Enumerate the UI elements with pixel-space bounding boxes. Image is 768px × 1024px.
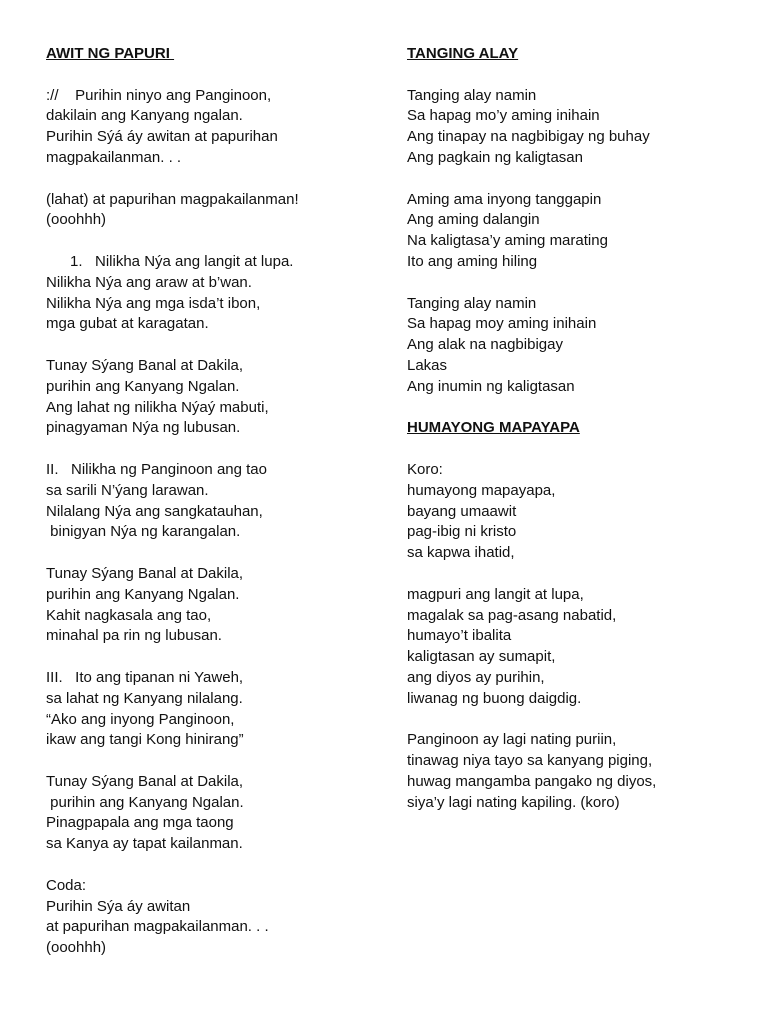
lyric-line: bayang umaawit (407, 502, 517, 520)
stanza (407, 190, 737, 273)
lyric-line: siya’y lagi nating kapiling. (koro) (407, 793, 620, 811)
stanza (46, 460, 376, 543)
right-column (407, 44, 737, 813)
stanza (407, 294, 737, 398)
lyric-line: Ito ang aming hiling (407, 252, 538, 270)
lyric-line: Kahit nagkasala ang tao, (46, 606, 212, 624)
song-title-humayong-mapayapa: HUMAYONG MAPAYAPA (407, 419, 580, 437)
lyric-line: Koro: (407, 460, 443, 478)
lyric-line: II. Nilikha ng Panginoon ang tao (46, 460, 267, 478)
lyric-line: Tunay Sýang Banal at Dakila, (46, 772, 244, 790)
stanza (46, 190, 376, 232)
lyric-line: sa sarili N’ýang larawan. (46, 481, 209, 499)
lyric-line: Aming ama inyong tanggapin (407, 190, 602, 208)
lyric-line: Ang tinapay na nagbibigay ng buhay (407, 128, 650, 146)
lyric-line: pag-ibig ni kristo (407, 523, 517, 541)
lyric-line: huwag mangamba pangako ng diyos, (407, 772, 657, 790)
stanza (46, 564, 376, 647)
lyric-line: dakilain ang Kanyang ngalan. (46, 107, 243, 125)
lyric-line: Ang aming dalangin (407, 211, 540, 229)
lyric-line: ang diyos ay purihin, (407, 668, 545, 686)
lyric-line: binigyan Nýa ng karangalan. (46, 523, 241, 541)
lyric-line: 1. Nilikha Nýa ang langit at lupa. (70, 252, 294, 270)
lyric-line: (ooohhh) (46, 939, 107, 957)
lyric-line: humayong mapayapa, (407, 481, 556, 499)
lyric-line: Sa hapag moy aming inihain (407, 315, 597, 333)
lyric-line: magpuri ang langit at lupa, (407, 585, 584, 603)
stanza-coda (46, 876, 376, 959)
lyric-line: Nilikha Nýa ang araw at b’wan. (46, 273, 252, 291)
stanza (407, 86, 737, 169)
lyric-line: sa Kanya ay tapat kailanman. (46, 835, 243, 853)
stanza (407, 585, 737, 710)
stanza (407, 460, 737, 564)
lyric-line: Lakas (407, 356, 448, 374)
lyric-line: Nilikha Nýa ang mga isda’t ibon, (46, 294, 261, 312)
lyric-line: Purihin Sýa áy awitan (46, 897, 191, 915)
lyric-line: III. Ito ang tipanan ni Yaweh, (46, 668, 244, 686)
stanza (46, 86, 376, 169)
lyric-line: kaligtasan ay sumapit, (407, 648, 556, 666)
lyric-line: Na kaligtasa’y aming marating (407, 232, 608, 250)
lyric-line: Panginoon ay lagi nating puriin, (407, 731, 617, 749)
lyric-line: pinagyaman Nýa ng lubusan. (46, 419, 241, 437)
stanza (46, 772, 376, 855)
lyric-line: Tunay Sýang Banal at Dakila, (46, 564, 244, 582)
lyric-line: purihin ang Kanyang Ngalan. (46, 585, 240, 603)
lyric-line: “Ako ang inyong Panginoon, (46, 710, 235, 728)
stanza (46, 252, 376, 335)
lyric-line: (lahat) at papurihan magpakailanman! (46, 190, 299, 208)
stanza (407, 730, 737, 813)
stanza (46, 356, 376, 439)
lyric-line: mga gubat at karagatan. (46, 315, 209, 333)
lyric-line: :// Purihin ninyo ang Panginoon, (46, 86, 272, 104)
lyric-line: (ooohhh) (46, 211, 107, 229)
lyric-line: humayo’t ibalita (407, 627, 512, 645)
lyric-line: magalak sa pag-asang nabatid, (407, 606, 617, 624)
lyric-line: sa kapwa ihatid, (407, 544, 515, 562)
left-column (46, 44, 376, 959)
lyric-line: at papurihan magpakailanman. . . (46, 918, 269, 936)
lyric-line: minahal pa rin ng lubusan. (46, 627, 222, 645)
lyric-line: magpakailanman. . . (46, 148, 182, 166)
lyric-line: Purihin Sýá áy awitan at papurihan (46, 128, 278, 146)
lyric-line: Ang lahat ng nilikha Nýaý mabuti, (46, 398, 269, 416)
song-title-tanging-alay: TANGING ALAY (407, 45, 519, 62)
lyric-line: Sa hapag mo’y aming inihain (407, 107, 600, 125)
lyric-line: Pinagpapala ang mga taong (46, 814, 234, 832)
lyric-line: Tanging alay namin (407, 86, 537, 104)
lyric-line: purihin ang Kanyang Ngalan. (46, 793, 244, 811)
lyric-line: Coda: (46, 876, 87, 894)
lyric-line: ikaw ang tangi Kong hinirang” (46, 731, 244, 749)
stanza (46, 668, 376, 751)
lyric-line: Ang inumin ng kaligtasan (407, 377, 575, 395)
lyric-line: purihin ang Kanyang Ngalan. (46, 377, 240, 395)
lyric-line: liwanag ng buong daigdig. (407, 689, 582, 707)
lyric-line: Ang pagkain ng kaligtasan (407, 148, 583, 166)
lyric-line: sa lahat ng Kanyang nilalang. (46, 689, 243, 707)
lyric-line: Tanging alay namin (407, 294, 537, 312)
lyric-line: tinawag niya tayo sa kanyang piging, (407, 752, 653, 770)
lyric-line: Ang alak na nagbibigay (407, 336, 563, 354)
lyric-line: Tunay Sýang Banal at Dakila, (46, 356, 244, 374)
lyric-line: Nilalang Nýa ang sangkatauhan, (46, 502, 263, 520)
song-title-awit-ng-papuri: AWIT NG PAPURI (46, 45, 175, 62)
